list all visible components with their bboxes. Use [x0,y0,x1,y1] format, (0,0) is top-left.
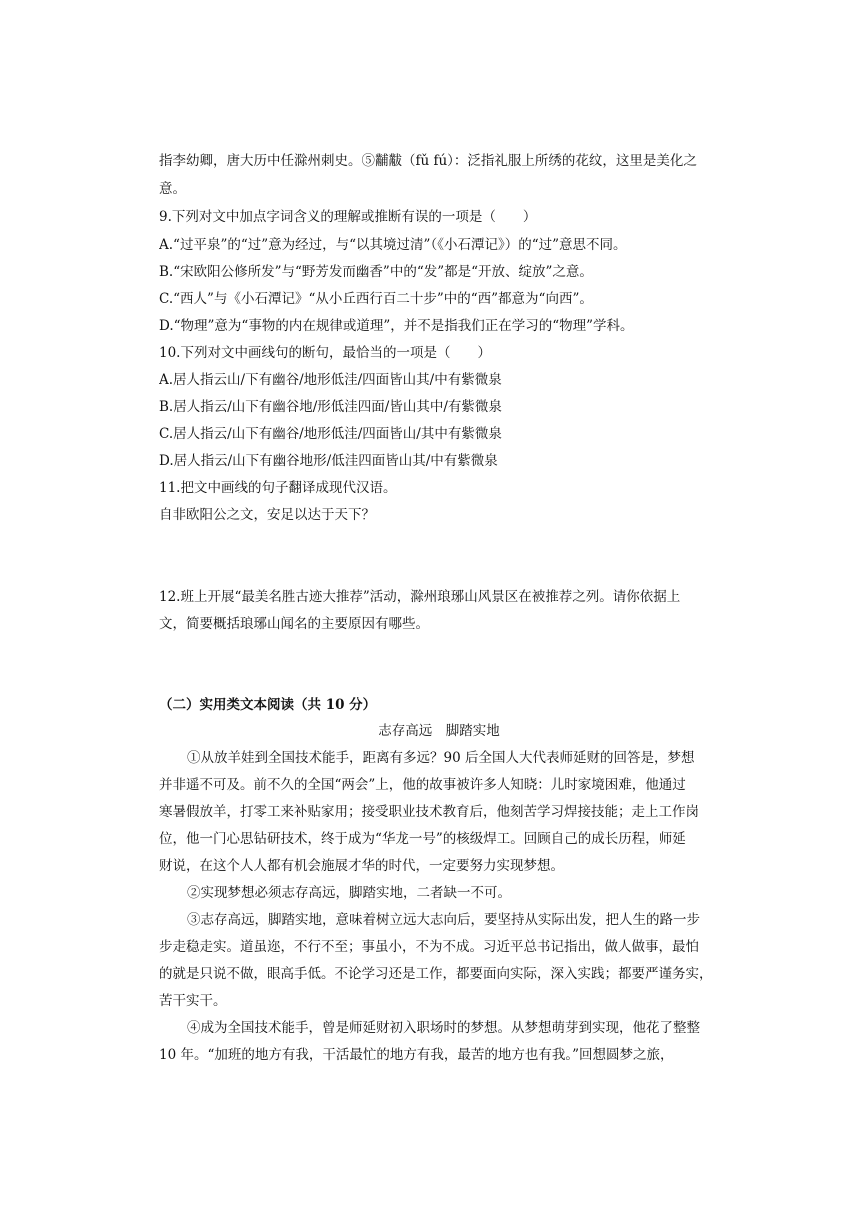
option-9b: B.“宋欧阳公修所发”与“野芳发而幽香”中的“发”都是“开放、绽放”之意。 [159,264,593,280]
text-line: 位，他一门心思钻研技术，终于成为“华龙一号”的核级焊工。回顾自己的成长历程，师延 [159,831,686,847]
question-10: 10.下列对文中画线句的断句，最恰当的一项是（ ） [159,345,491,361]
text-line: 文，简要概括琅琊山闻名的主要原因有哪些。 [159,616,429,632]
text-line: 10 年。“加班的地方有我，干活最忙的地方有我，最苦的地方也有我。”回想圆梦之旅， [159,1047,674,1063]
text-line: 寒暑假放羊，打零工来补贴家用；接受职业技术教育后，他刻苦学习焊接技能；走上工作岗 [159,804,699,820]
paragraph-2: ②实现梦想必须志存高远，脚踏实地，二者缺一不可。 [187,885,511,901]
option-10d: D.居人指云/山下有幽谷地形/低洼四面皆山其/中有紫微泉 [159,453,498,469]
paragraph-3: ③志存高远，脚踏实地，意味着树立远大志向后，要坚持从实际出发，把人生的路一步 [187,912,700,928]
text-line: 指李幼卿，唐大历中任滁州刺史。⑤黼黻（fǔ fú）：泛指礼服上所绣的花纹，这里是美化之 [159,153,697,169]
text-line: 财说，在这个人人都有机会施展才华的时代，一定要努力实现梦想。 [159,858,564,874]
question-9: 9.下列对文中加点字词含义的理解或推断有误的一项是（ ） [159,209,537,225]
text-line: 意。 [159,181,186,197]
paragraph-4: ④成为全国技术能手，曾是师延财初入职场时的梦想。从梦想萌芽到实现，他花了整整 [187,1020,700,1036]
option-9c: C.“西人”与《小石潭记》“从小丘西行百二十步”中的“西”都意为“向西”。 [159,291,593,307]
text-line: 并非遥不可及。前不久的全国“两会”上，他的故事被许多人知晓：儿时家境困难，他通过 [159,777,686,793]
option-9d: D.“物理”意为“事物的内在规律或道理”，并不是指我们正在学习的“物理”学科。 [159,318,634,334]
question-12: 12.班上开展“最美名胜古迹大推荐”活动，滁州琅琊山风景区在被推荐之列。请你依据上 [159,589,681,605]
paragraph-1: ①从放羊娃到全国技术能手，距离有多远？90 后全国人大代表师延财的回答是，梦想 [187,750,695,766]
text-line: 的就是只说不做，眼高手低。不论学习还是工作，都要面向实际，深入实践；都要严谨务实， [159,966,713,982]
article-title: 志存高远 脚踏实地 [378,723,500,739]
text-line: 苦干实干。 [159,993,227,1009]
option-10a: A.居人指云山/下有幽谷/地形低洼/四面皆山其/中有紫微泉 [159,372,502,388]
option-10c: C.居人指云/山下有幽谷/地形低洼/四面皆山/其中有紫微泉 [159,426,502,442]
question-11-sentence: 自非欧阳公之文，安足以达于天下？ [159,507,375,523]
option-9a: A.“过平泉”的“过”意为经过，与“以其境过清”（《小石潭记》）的“过”意思不同。 [159,237,627,253]
option-10b: B.居人指云/山下有幽谷地/形低洼四面/皆山其中/有紫微泉 [159,399,502,415]
section-heading: （二）实用类文本阅读（共 10 分） [159,697,377,713]
question-11: 11.把文中画线的句子翻译成现代汉语。 [159,480,397,496]
text-line: 步走稳走实。道虽迩，不行不至；事虽小，不为不成。习近平总书记指出，做人做事，最怕 [159,939,699,955]
